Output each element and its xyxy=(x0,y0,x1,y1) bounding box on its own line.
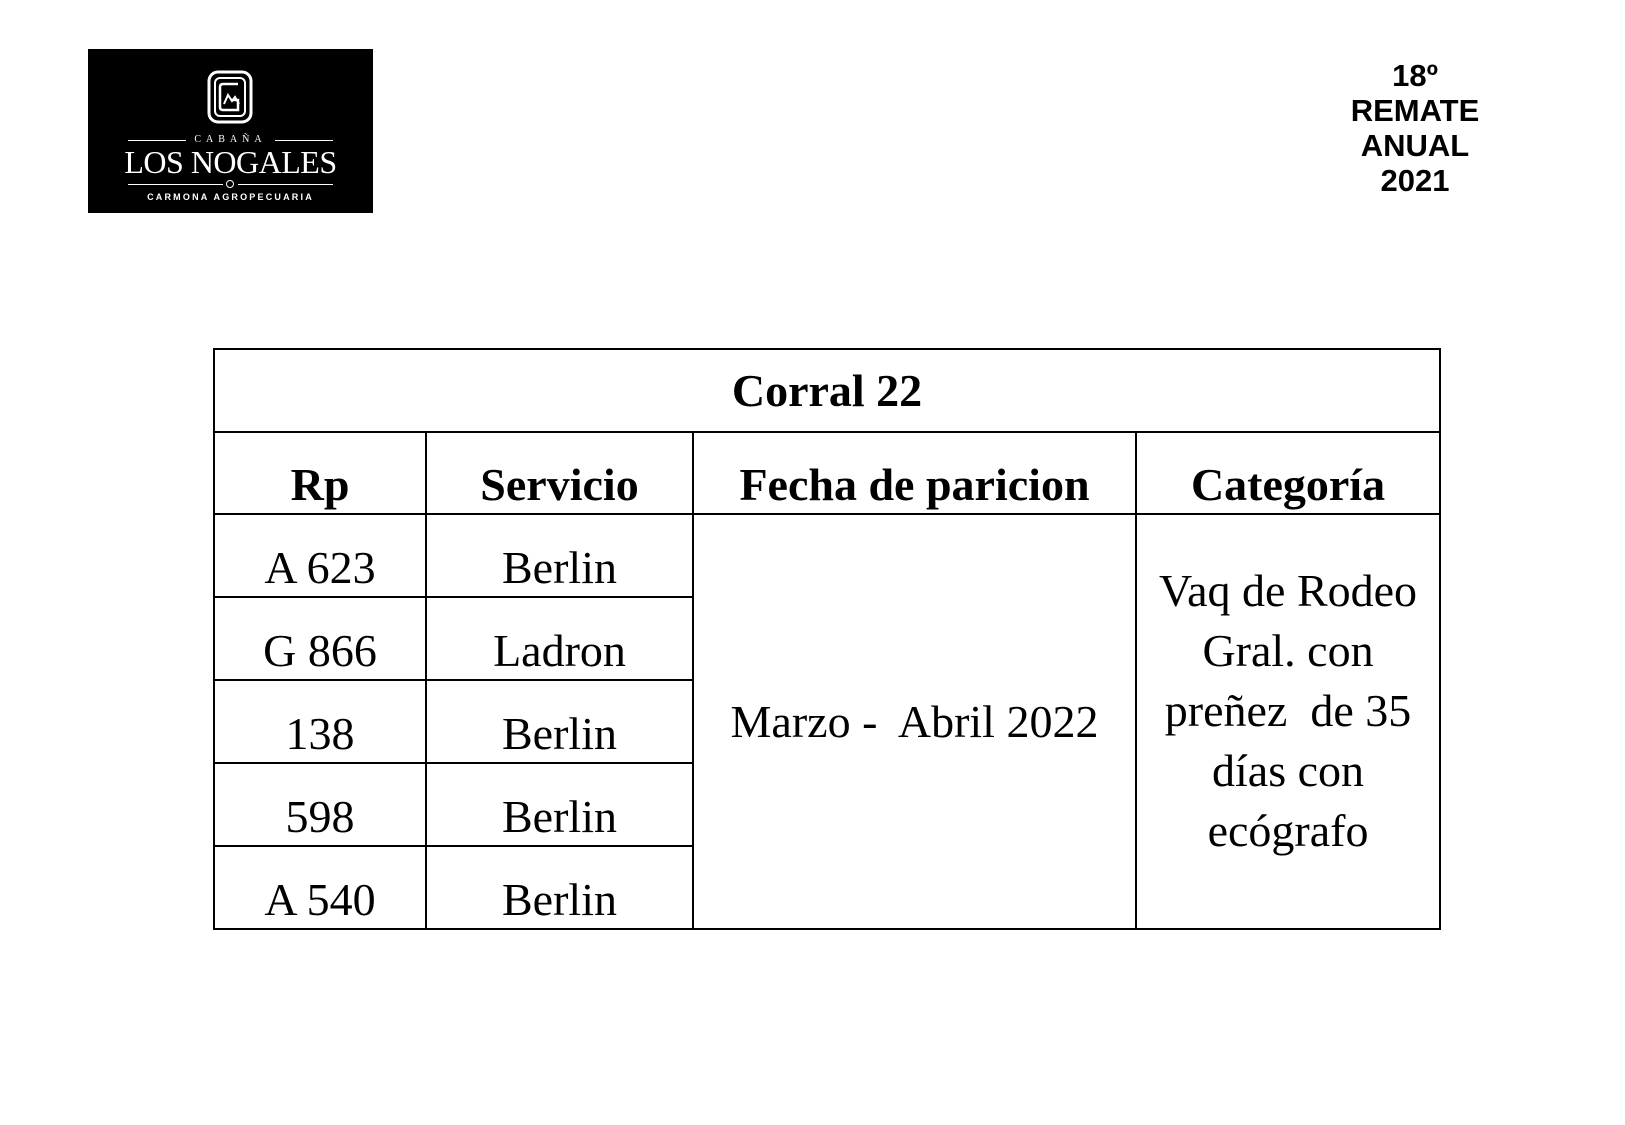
cabana-los-nogales-logo xyxy=(88,49,373,213)
cell-rp: 138 xyxy=(214,680,426,763)
logo-underline-right xyxy=(238,184,333,185)
cell-rp: A 623 xyxy=(214,514,426,597)
cell-servicio: Berlin xyxy=(426,763,693,846)
logo-ornament-icon xyxy=(226,180,234,188)
table-title: Corral 22 xyxy=(214,349,1440,432)
table-row xyxy=(214,514,1440,597)
event-line-anual: ANUAL xyxy=(1360,128,1470,163)
column-header-rp: Rp xyxy=(214,432,426,514)
cell-categoria xyxy=(1136,514,1440,929)
cell-rp: 598 xyxy=(214,763,426,846)
categoria-line: Gral. con xyxy=(1202,624,1374,676)
event-line-remate: REMATE xyxy=(1350,93,1480,128)
column-header-categoria: Categoría xyxy=(1136,432,1440,514)
categoria-line: ecógrafo xyxy=(1207,804,1369,856)
event-heading xyxy=(1320,58,1510,198)
categoria-line: preñez de 35 xyxy=(1164,684,1412,736)
corral-table xyxy=(213,348,1441,930)
event-year: 2021 xyxy=(1380,163,1450,198)
logo-underline-left xyxy=(128,184,223,185)
categoria-line: días con xyxy=(1212,744,1365,796)
table-header-row xyxy=(214,432,1440,514)
cell-servicio: Berlin xyxy=(426,680,693,763)
column-header-servicio: Servicio xyxy=(426,432,693,514)
cabana-los-nogales-mark-icon xyxy=(207,70,253,124)
categoria-line: Vaq de Rodeo xyxy=(1158,564,1418,616)
event-edition: 18º xyxy=(1392,58,1438,93)
cell-servicio: Ladron xyxy=(426,597,693,680)
cell-servicio: Berlin xyxy=(426,514,693,597)
cell-rp: A 540 xyxy=(214,846,426,929)
cell-servicio: Berlin xyxy=(426,846,693,929)
cell-rp: G 866 xyxy=(214,597,426,680)
logo-rule-right xyxy=(275,140,333,141)
logo-name: LOS NOGALES xyxy=(124,144,337,180)
logo-subtitle: CARMONA AGROPECUARIA xyxy=(147,192,314,202)
logo-cabana-text: CABAÑA xyxy=(194,134,267,145)
column-header-fecha: Fecha de paricion xyxy=(693,432,1136,514)
cell-fecha-de-paricion: Marzo - Abril 2022 xyxy=(693,514,1136,929)
